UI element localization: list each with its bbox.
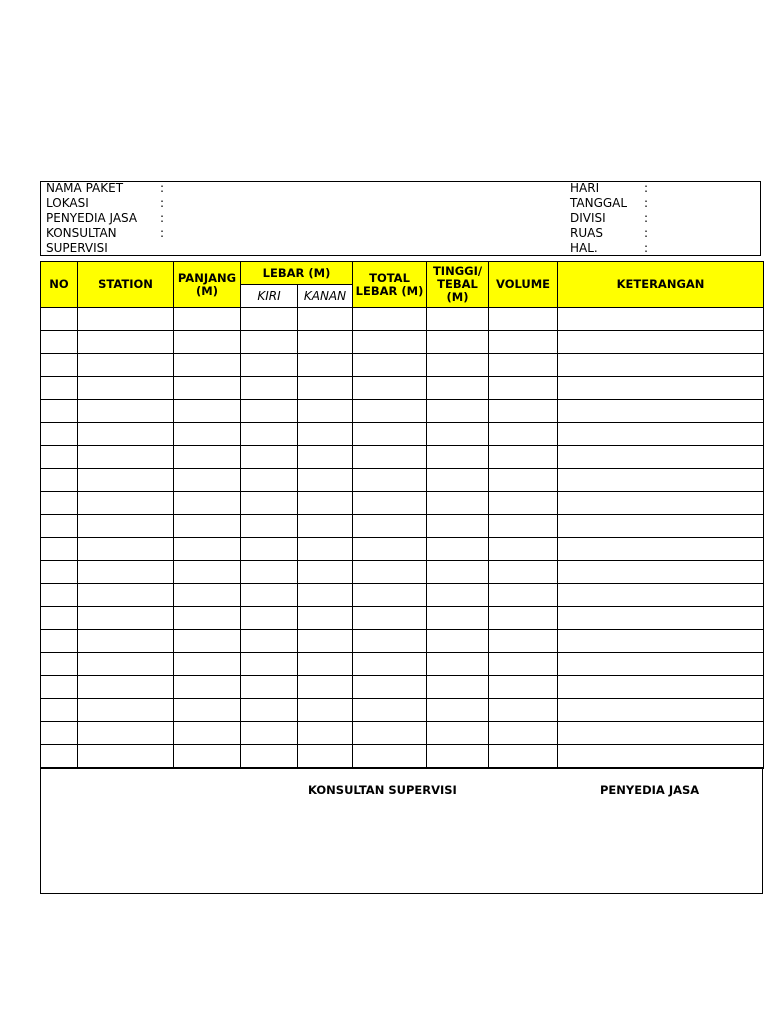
info-label: DIVISI [570,211,606,225]
table-cell[interactable] [489,722,558,745]
table-cell[interactable] [78,308,174,331]
table-cell[interactable] [41,331,78,354]
info-label: RUAS [570,226,603,240]
table-cell[interactable] [298,400,353,423]
table-cell[interactable] [41,722,78,745]
table-cell[interactable] [353,469,427,492]
table-cell[interactable] [489,607,558,630]
table-cell[interactable] [298,354,353,377]
table-cell[interactable] [489,584,558,607]
table-cell[interactable] [241,331,298,354]
table-cell[interactable] [241,745,298,768]
table-cell[interactable] [353,308,427,331]
table-cell[interactable] [78,423,174,446]
table-cell[interactable] [298,469,353,492]
table-cell[interactable] [353,538,427,561]
table-cell[interactable] [558,630,764,653]
table-cell[interactable] [353,354,427,377]
table-cell[interactable] [78,745,174,768]
table-cell[interactable] [41,446,78,469]
table-cell[interactable] [41,676,78,699]
table-cell[interactable] [78,561,174,584]
info-label: KONSULTAN [46,226,117,240]
table-row [41,469,764,492]
table-cell[interactable] [298,676,353,699]
table-cell[interactable] [298,492,353,515]
table-cell[interactable] [298,561,353,584]
table-cell[interactable] [353,745,427,768]
table-row [41,722,764,745]
table-cell[interactable] [558,423,764,446]
table-cell[interactable] [353,377,427,400]
table-cell[interactable] [298,377,353,400]
table-row [41,699,764,722]
table-cell[interactable] [427,722,489,745]
table-cell[interactable] [298,308,353,331]
table-cell[interactable] [427,469,489,492]
col-header-kiri: KIRI [241,285,298,308]
table-cell[interactable] [427,354,489,377]
table-cell[interactable] [489,515,558,538]
table-cell[interactable] [427,400,489,423]
table-cell[interactable] [353,722,427,745]
table-cell[interactable] [353,653,427,676]
info-label: HARI [570,181,600,195]
info-colon: : [160,226,165,240]
table-row [41,492,764,515]
table-cell[interactable] [241,515,298,538]
table-cell[interactable] [174,584,241,607]
table-cell[interactable] [241,676,298,699]
info-colon: : [160,196,165,210]
table-cell[interactable] [174,469,241,492]
info-label: PENYEDIA JASA [46,211,138,225]
table-cell[interactable] [353,630,427,653]
table-cell[interactable] [353,331,427,354]
col-header-volume: VOLUME [489,262,558,308]
info-label: LOKASI [46,196,89,210]
penyedia-jasa-signature-label: PENYEDIA JASA [600,783,700,797]
table-cell[interactable] [427,492,489,515]
info-colon: : [644,211,649,225]
col-header-lebar: LEBAR (M) [241,262,353,285]
info-colon: : [644,196,649,210]
table-cell[interactable] [174,308,241,331]
table-cell[interactable] [241,492,298,515]
col-header-keterangan: KETERANGAN [558,262,764,308]
table-row [41,446,764,469]
table-cell[interactable] [78,354,174,377]
table-cell[interactable] [174,446,241,469]
table-cell[interactable] [489,492,558,515]
table-cell[interactable] [174,538,241,561]
col-header-tinggi-tebal: TINGGI/ TEBAL (M) [427,262,489,308]
table-cell[interactable] [427,745,489,768]
table-cell[interactable] [353,607,427,630]
table-cell[interactable] [174,492,241,515]
table-cell[interactable] [427,699,489,722]
table-cell[interactable] [558,492,764,515]
table-cell[interactable] [41,607,78,630]
table-cell[interactable] [41,423,78,446]
info-label: HAL. [570,241,598,255]
table-cell[interactable] [174,561,241,584]
table-cell[interactable] [558,377,764,400]
table-cell[interactable] [427,423,489,446]
table-cell[interactable] [558,676,764,699]
table-cell[interactable] [78,722,174,745]
table-cell[interactable] [78,492,174,515]
table-cell[interactable] [298,653,353,676]
table-cell[interactable] [241,423,298,446]
table-cell[interactable] [241,699,298,722]
table-row [41,561,764,584]
table-cell[interactable] [489,400,558,423]
info-label: TANGGAL [570,196,628,210]
table-cell[interactable] [558,308,764,331]
table-cell[interactable] [174,630,241,653]
table-cell[interactable] [174,607,241,630]
table-row [41,676,764,699]
table-cell[interactable] [78,653,174,676]
table-cell[interactable] [241,630,298,653]
table-row [41,308,764,331]
table-cell[interactable] [174,676,241,699]
info-label: SUPERVISI [46,241,108,255]
table-cell[interactable] [489,308,558,331]
table-cell[interactable] [241,354,298,377]
table-cell[interactable] [241,561,298,584]
table-cell[interactable] [353,446,427,469]
table-cell[interactable] [41,584,78,607]
table-cell[interactable] [427,630,489,653]
col-header-station: STATION [78,262,174,308]
table-cell[interactable] [241,607,298,630]
table-cell[interactable] [558,745,764,768]
table-cell[interactable] [298,331,353,354]
table-cell[interactable] [78,538,174,561]
table-row [41,423,764,446]
table-cell[interactable] [241,584,298,607]
table-cell[interactable] [41,400,78,423]
table-cell[interactable] [41,653,78,676]
table-cell[interactable] [558,469,764,492]
table-cell[interactable] [558,515,764,538]
table-cell[interactable] [427,515,489,538]
table-cell[interactable] [353,699,427,722]
table-cell[interactable] [41,492,78,515]
table-cell[interactable] [78,699,174,722]
table-cell[interactable] [241,469,298,492]
table-cell[interactable] [353,676,427,699]
table-cell[interactable] [353,400,427,423]
table-cell[interactable] [427,377,489,400]
table-cell[interactable] [78,377,174,400]
table-cell[interactable] [174,745,241,768]
table-cell[interactable] [241,653,298,676]
table-cell[interactable] [298,515,353,538]
col-header-no: NO [41,262,78,308]
table-cell[interactable] [298,630,353,653]
table-cell[interactable] [174,722,241,745]
table-cell[interactable] [427,584,489,607]
table-cell[interactable] [353,584,427,607]
table-cell[interactable] [41,308,78,331]
table-cell[interactable] [174,653,241,676]
table-cell[interactable] [558,400,764,423]
table-cell[interactable] [353,423,427,446]
table-cell[interactable] [353,515,427,538]
table-cell[interactable] [41,538,78,561]
table-cell[interactable] [78,584,174,607]
table-cell[interactable] [489,377,558,400]
table-cell[interactable] [298,745,353,768]
table-cell[interactable] [558,561,764,584]
table-cell[interactable] [241,722,298,745]
col-header-kanan: KANAN [298,285,353,308]
table-row [41,653,764,676]
table-cell[interactable] [78,331,174,354]
table-cell[interactable] [489,446,558,469]
header-info-box [40,181,761,256]
signature-box [40,768,763,894]
info-colon: : [160,181,165,195]
table-cell[interactable] [427,561,489,584]
table-cell[interactable] [489,561,558,584]
table-cell[interactable] [298,607,353,630]
table-row [41,607,764,630]
info-colon: : [644,241,649,255]
table-cell[interactable] [298,699,353,722]
info-colon: : [160,211,165,225]
table-cell[interactable] [353,561,427,584]
table-cell[interactable] [41,699,78,722]
table-cell[interactable] [427,653,489,676]
table-cell[interactable] [558,699,764,722]
table-cell[interactable] [78,607,174,630]
table-cell[interactable] [489,469,558,492]
info-colon: : [644,181,649,195]
table-row [41,331,764,354]
table-cell[interactable] [41,469,78,492]
table-cell[interactable] [427,538,489,561]
table-cell[interactable] [41,515,78,538]
table-cell[interactable] [241,308,298,331]
table-cell[interactable] [298,584,353,607]
table-cell[interactable] [558,584,764,607]
table-cell[interactable] [174,400,241,423]
table-cell[interactable] [558,331,764,354]
table-row [41,538,764,561]
table-cell[interactable] [558,607,764,630]
table-cell[interactable] [241,538,298,561]
table-cell[interactable] [489,538,558,561]
table-cell[interactable] [174,331,241,354]
table-cell[interactable] [427,446,489,469]
table-cell[interactable] [78,469,174,492]
info-label: NAMA PAKET [46,181,124,195]
table-cell[interactable] [489,423,558,446]
table-cell[interactable] [41,630,78,653]
table-cell[interactable] [298,423,353,446]
col-header-total-lebar: TOTAL LEBAR (M) [353,262,427,308]
table-cell[interactable] [241,377,298,400]
table-cell[interactable] [174,354,241,377]
table-row [41,377,764,400]
table-cell[interactable] [78,676,174,699]
table-cell[interactable] [427,676,489,699]
table-cell[interactable] [174,515,241,538]
table-cell[interactable] [78,446,174,469]
table-cell[interactable] [174,699,241,722]
measurement-table [40,261,764,769]
table-cell[interactable] [489,630,558,653]
table-row [41,515,764,538]
table-cell[interactable] [489,653,558,676]
table-cell[interactable] [241,400,298,423]
table-cell[interactable] [241,446,298,469]
table-cell[interactable] [427,331,489,354]
table-cell[interactable] [298,446,353,469]
table-row [41,745,764,768]
table-cell[interactable] [41,354,78,377]
table-cell[interactable] [489,676,558,699]
table-cell[interactable] [353,492,427,515]
table-cell[interactable] [558,653,764,676]
table-cell[interactable] [427,607,489,630]
table-cell[interactable] [78,515,174,538]
table-cell[interactable] [489,331,558,354]
table-cell[interactable] [558,354,764,377]
table-cell[interactable] [41,561,78,584]
table-body [41,308,764,768]
table-cell[interactable] [489,699,558,722]
table-cell[interactable] [558,446,764,469]
table-cell[interactable] [298,722,353,745]
table-cell[interactable] [558,722,764,745]
table-cell[interactable] [427,308,489,331]
table-row [41,354,764,377]
konsultan-supervisi-signature-label: KONSULTAN SUPERVISI [308,783,457,797]
table-row [41,630,764,653]
table-cell[interactable] [489,745,558,768]
table-cell[interactable] [558,538,764,561]
table-cell[interactable] [298,538,353,561]
table-row [41,400,764,423]
col-header-panjang: PANJANG (M) [174,262,241,308]
table-cell[interactable] [174,423,241,446]
table-row [41,584,764,607]
table-cell[interactable] [78,400,174,423]
table-cell[interactable] [41,377,78,400]
table-cell[interactable] [489,354,558,377]
info-colon: : [644,226,649,240]
table-cell[interactable] [78,630,174,653]
table-cell[interactable] [174,377,241,400]
table-cell[interactable] [41,745,78,768]
